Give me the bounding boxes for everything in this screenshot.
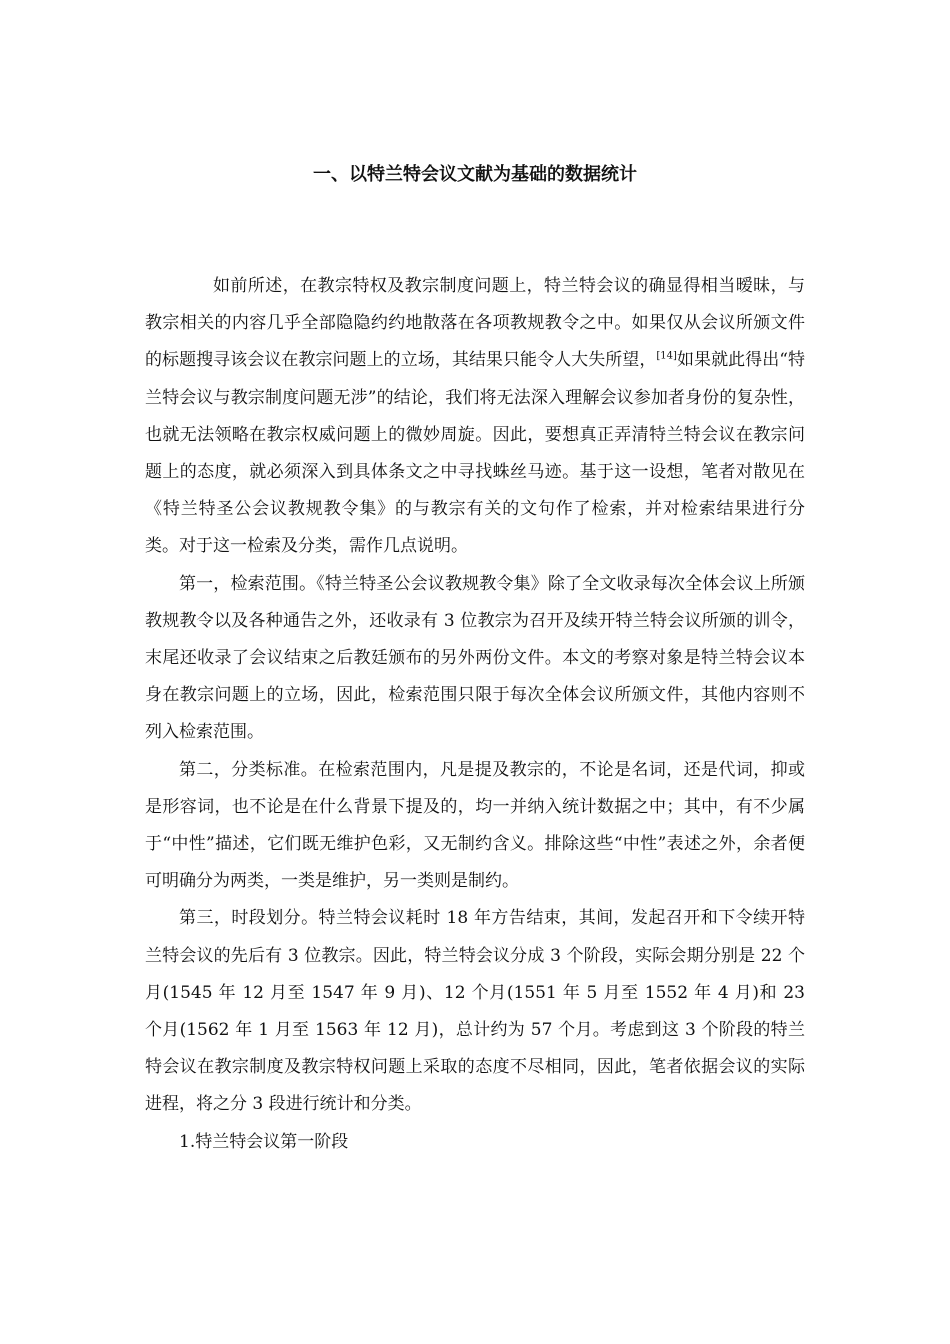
footnote-reference: [14] <box>656 350 677 362</box>
body-text <box>145 268 805 1161</box>
paragraph-periods: 第三，时段划分。特兰特会议耗时 18 年方告结束，其间，发起召开和下令续开特兰特会议的先后有 3 位教宗。因此，特兰特会议分成 3 个阶段，实际会期分别是 22 个月(1545 年 12 月至 1547 年 9 月)、12 个月(1551 年 5 月至 1552 年 4 月)和 23 个月(1562 年 1 月至 1563 年 12 月)，总计约为 57 个月。考虑到这 3 个阶段的特兰特会议在教宗制度及教宗特权问题上采取的态度不尽相同，因此，笔者依据会议的实际进程，将之分 3 段进行统计和分类。 <box>145 908 805 1115</box>
paragraph-search-scope: 第一，检索范围。《特兰特圣公会议教规教令集》除了全文收录每次全体会议上所颁教规教令以及各种通告之外，还收录有 3 位教宗为召开及续开特兰特会议所颁的训令，末尾还收录了会议结束之后教廷颁布的另外两份文件。本文的考察对象是特兰特会议本身在教宗问题上的立场，因此，检索范围只限于每次全体会议所颁文件，其他内容则不列入检索范围。 <box>145 573 805 743</box>
paragraph-intro-part2: 如果就此得出“特兰特会议与教宗制度问题无涉”的结论，我们将无法深入理解会议参加者身份的复杂性，也就无法领略在教宗权威问题上的微妙周旋。因此，要想真正弄清特兰特会议在教宗问题上的态度，就必须深入到具体条文之中寻找蛛丝马迹。基于这一设想，笔者对散见在《特兰特圣公会议教规教令集》的与教宗有关的文句作了检索，并对检索结果进行分类。对于这一检索及分类，需作几点说明。 <box>145 350 805 557</box>
subsection-heading: 1.特兰特会议第一阶段 <box>179 1131 349 1152</box>
paragraph-classification: 第二，分类标准。在检索范围内，凡是提及教宗的，不论是名词，还是代词，抑或是形容词，也不论是在什么背景下提及的，均一并纳入统计数据之中；其中，有不少属于“中性”描述，它们既无维护色彩，又无制约含义。排除这些“中性”表述之外，余者便可明确分为两类，一类是维护，另一类则是制约。 <box>145 759 805 892</box>
section-heading: 一、以特兰特会议文献为基础的数据统计 <box>313 164 637 185</box>
paragraph-intro <box>145 268 805 566</box>
paragraph-intro-part1: 如前所述，在教宗特权及教宗制度问题上，特兰特会议的确显得相当暧昧，与教宗相关的内容几乎全部隐隐约约地散落在各项教规教令之中。如果仅从会议所颁文件的标题搜寻该会议在教宗问题上的立场，其结果只能令人大失所望， <box>145 276 805 371</box>
